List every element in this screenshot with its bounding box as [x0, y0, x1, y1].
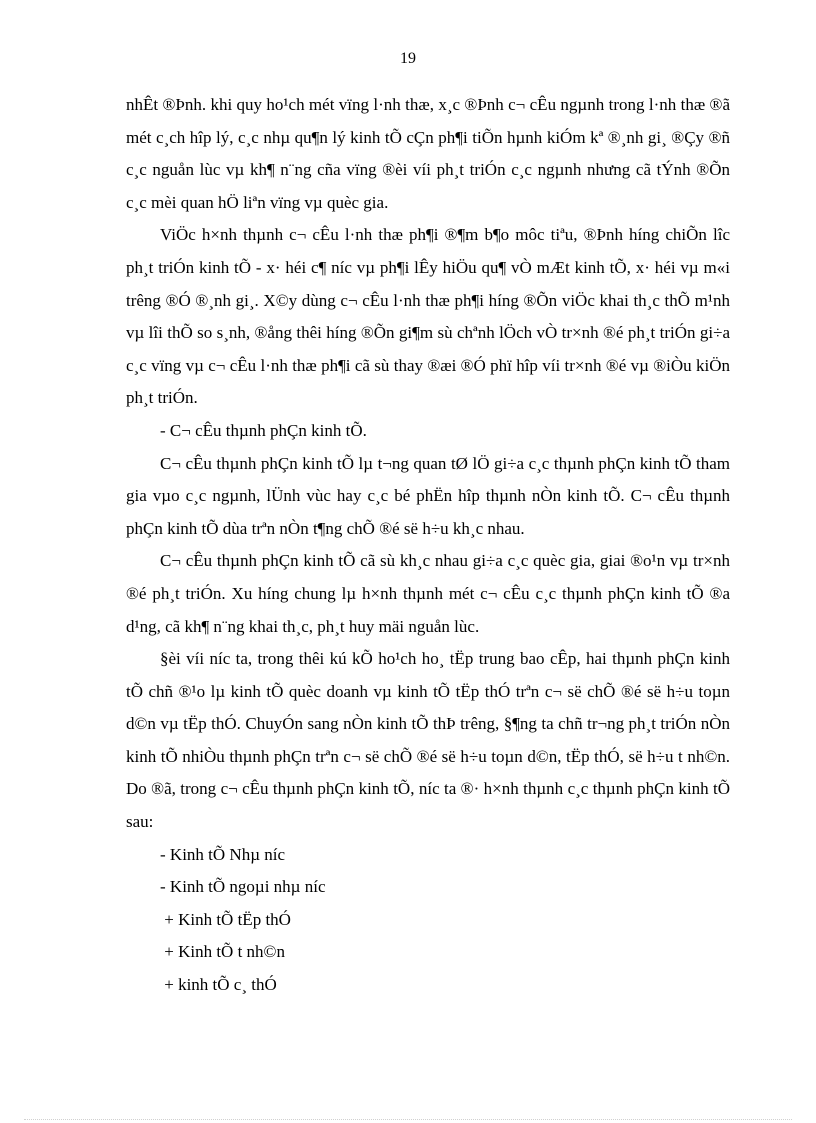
page-number: 19: [400, 50, 416, 67]
list-item: - Kinh tÕ Nhµ níc: [160, 844, 286, 864]
paragraph: ViÖc h×nh thµnh c¬ cÊu l·nh thæ ph¶i ®¶m b¶o môc tiªu, ®Þnh híng chiÕn lîc ph¸t triÓn kinh tÕ - x· héi c¶ níc vµ ph¶i lÊy hiÖu qu¶ vÒ mÆt kinh tÕ, x· héi vµ m«i trêng ®Ó ®¸nh gi¸. X©y dùng c¬ cÊu l·nh thæ ph¶i híng ®Õn viÖc khai th¸c thÕ m¹nh vµ lîi thÕ so s¸nh, ®ång thêi híng ®Õn gi¶m sù chªnh lÖch vÒ tr×nh ®é ph¸t triÓn gi÷a c¸c vïng vµ c¬ cÊu l·nh thæ ph¶i cã sù thay ®æi ®Ó phï hîp víi tr×nh ®é vµ ®iÒu kiÖn ph¸t triÓn.: [126, 225, 730, 408]
body-text: [126, 89, 730, 1002]
paragraph: §èi víi níc ta, trong thêi kú kÕ ho¹ch ho¸ tËp trung bao cÊp, hai thµnh phÇn kinh tÕ chñ ®¹o lµ kinh tÕ quèc doanh vµ kinh tÕ tËp thÓ trªn c¬ së chÕ ®é së h÷u toµn d©n vµ tËp thÓ. ChuyÓn sang nÒn kinh tÕ thÞ trêng, §¶ng ta chñ tr¬ng ph¸t triÓn nÒn kinh tÕ nhiÒu thµnh phÇn trªn c¬ së chÕ ®é së h÷u toµn d©n, tËp thÓ, së h÷u t nh©n. Do ®ã, trong c¬ cÊu thµnh phÇn kinh tÕ, níc ta ®· h×nh thµnh c¸c thµnh phÇn kinh tÕ sau:: [126, 649, 730, 832]
list-item: + Kinh tÕ tËp thÓ: [160, 909, 291, 929]
list-item: + kinh tÕ c¸ thÓ: [160, 975, 277, 995]
paragraph: nhÊt ®Þnh. khi quy ho¹ch mét vïng l·nh thæ, x¸c ®Þnh c¬ cÊu ngµnh trong l·nh thæ ®ã mét c¸ch hîp lý, c¸c nhµ qu¶n lý kinh tÕ cÇn ph¶i tiÕn hµnh kiÓm kª ®¸nh gi¸ ®Çy ®ñ c¸c nguån lùc vµ kh¶ n¨ng cña vïng ®èi víi ph¸t triÓn c¸c ngµnh nhưng cã tÝnh ®Õn c¸c mèi quan hÖ liªn vïng vµ quèc gia.: [126, 95, 730, 212]
section-heading: - C¬ cÊu thµnh phÇn kinh tÕ.: [160, 420, 367, 440]
paragraph: C¬ cÊu thµnh phÇn kinh tÕ cã sù kh¸c nhau gi÷a c¸c quèc gia, giai ®o¹n vµ tr×nh ®é ph¸t triÓn. Xu híng chung lµ h×nh thµnh mét c¬ cÊu c¸c thµnh phÇn kinh tÕ ®a d¹ng, cã kh¶ n¨ng khai th¸c, ph¸t huy mäi nguån lùc.: [126, 551, 730, 636]
footer-rule: [24, 1119, 792, 1120]
list-item: + Kinh tÕ t nh©n: [160, 942, 285, 962]
paragraph: C¬ cÊu thµnh phÇn kinh tÕ lµ t¬ng quan tØ lÖ gi÷a c¸c thµnh phÇn kinh tÕ tham gia vµo c¸c ngµnh, lÜnh vùc hay c¸c bé phËn hîp thµnh nÒn kinh tÕ. C¬ cÊu thµnh phÇn kinh tÕ dùa trªn nÒn t¶ng chÕ ®é së h÷u kh¸c nhau.: [126, 453, 730, 538]
list-item: - Kinh tÕ ngoµi nhµ níc: [160, 877, 326, 897]
